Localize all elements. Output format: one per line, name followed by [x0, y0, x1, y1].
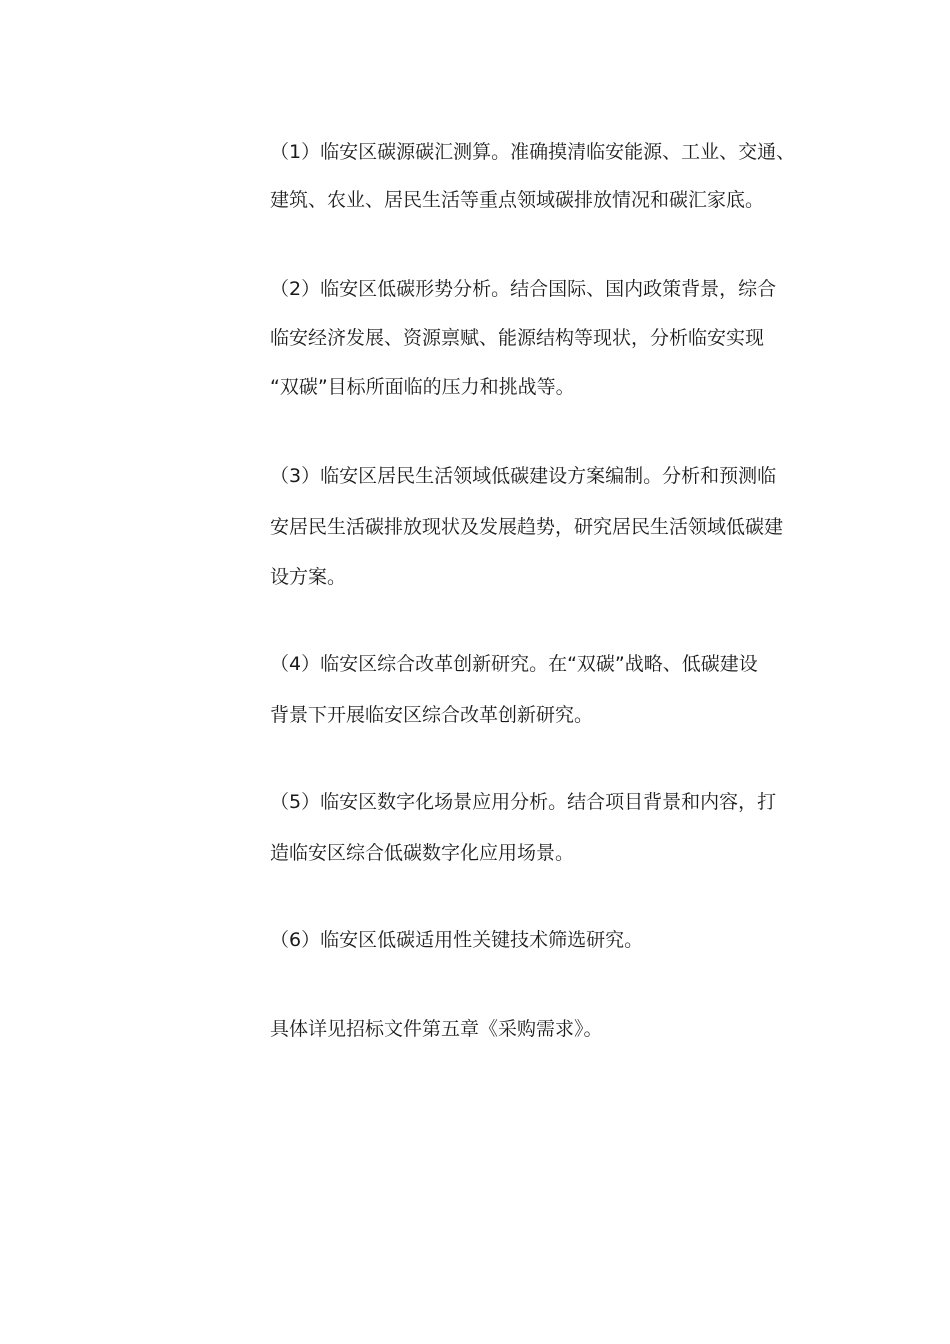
- item-3-line-3: 设方案。: [270, 566, 347, 588]
- item-2-line-2: 临安经济发展、资源禀赋、能源结构等现状，分析临安实现: [270, 327, 765, 349]
- item-4-line-2: 背景下开展临安区综合改革创新研究。: [270, 704, 594, 726]
- item-2-line-3: “双碳”目标所面临的压力和挑战等。: [270, 376, 575, 398]
- item-6-line-1: （6）临安区低碳适用性关键技术筛选研究。: [270, 929, 644, 951]
- item-1-line-1: （1）临安区碳源碳汇测算。准确摸清临安能源、工业、交通、: [270, 141, 796, 163]
- item-4-line-1: （4）临安区综合改革创新研究。在“双碳”战略、低碳建设: [270, 653, 758, 675]
- item-3-line-1: （3）临安区居民生活领域低碳建设方案编制。分析和预测临: [270, 465, 777, 487]
- footer-note: 具体详见招标文件第五章《采购需求》。: [270, 1018, 603, 1040]
- item-5-line-1: （5）临安区数字化场景应用分析。结合项目背景和内容，打: [270, 791, 777, 813]
- item-3-line-2: 安居民生活碳排放现状及发展趋势，研究居民生活领域低碳建: [270, 516, 784, 538]
- item-2-line-1: （2）临安区低碳形势分析。结合国际、国内政策背景，综合: [270, 278, 777, 300]
- item-1-line-2: 建筑、农业、居民生活等重点领域碳排放情况和碳汇家底。: [270, 189, 765, 211]
- item-5-line-2: 造临安区综合低碳数字化应用场景。: [270, 842, 575, 864]
